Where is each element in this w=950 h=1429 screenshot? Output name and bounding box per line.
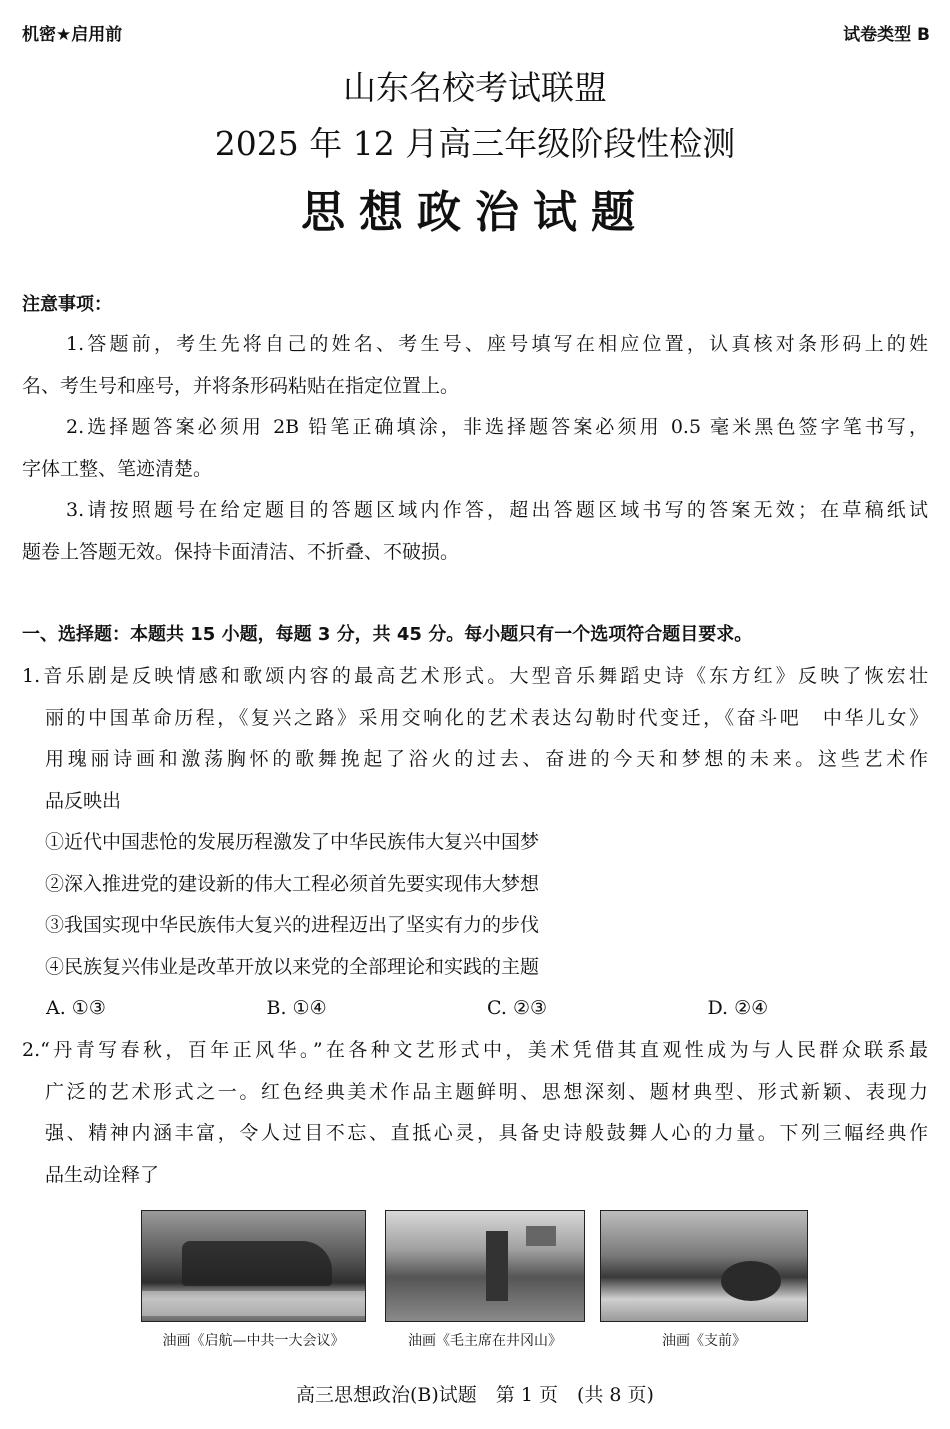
painting-zhiqian-image — [600, 1210, 808, 1322]
notice-list — [22, 324, 928, 573]
question-stem-line: 1.音乐剧是反映情感和歌颂内容的最高艺术形式。大型音乐舞蹈史诗《东方红》反映了恢宏壮 — [22, 665, 928, 687]
question-stem-line: 2.“丹青写春秋，百年正风华。”在各种文艺形式中，美术凭借其直观性成为与人民群众联系最 — [22, 1039, 928, 1061]
answer-option[interactable]: D. ②④ — [707, 997, 769, 1019]
exam-union-title: 山东名校考试联盟 — [343, 68, 607, 107]
question-stem-line: 广泛的艺术形式之一。红色经典美术作品主题鲜明、思想深刻、题材典型、形式新颖、表现力 — [45, 1080, 928, 1103]
notice-item-line: 名、考生号和座号，并将条形码粘贴在指定位置上。 — [22, 374, 460, 397]
statement-option: ④民族复兴伟业是改革开放以来党的全部理论和实践的主题 — [45, 955, 540, 978]
question-stem-line: 品反映出 — [45, 789, 122, 812]
question-stem-line: 丽的中国革命历程，《复兴之路》采用交响化的艺术表达勾勒时代变迁，《奋斗吧 中华儿女》 — [45, 706, 928, 729]
painting-qihang-image — [141, 1210, 366, 1322]
question-stem-line: 品生动诠释了 — [45, 1163, 160, 1186]
notice-item-line: 3.请按照题号在给定题目的答题区域内作答，超出答题区域书写的答案无效；在草稿纸试 — [66, 499, 928, 521]
subject-title: 思想政治试题 — [301, 187, 649, 238]
answer-option[interactable]: B. ①④ — [266, 997, 327, 1019]
question-stem-line: 用瑰丽诗画和激荡胸怀的歌舞挽起了浴火的过去、奋进的今天和梦想的未来。这些艺术作 — [45, 748, 928, 770]
statement-option: ②深入推进党的建设新的伟大工程必须首先要实现伟大梦想 — [45, 872, 540, 895]
notice-item-line: 题卷上答题无效。保持卡面清洁、不折叠、不破损。 — [22, 540, 460, 563]
answer-option[interactable]: C. ②③ — [487, 997, 548, 1019]
answer-options — [22, 988, 928, 1030]
section-heading: 一、选择题：本题共 15 小题，每题 3 分，共 45 分。每小题只有一个选项符合题目要求。 — [22, 624, 753, 645]
question-2 — [22, 1030, 928, 1196]
notice-item-line: 2.选择题答案必须用 2B 铅笔正确填涂，非选择题答案必须用 0.5 毫米黑色签字笔书写， — [66, 416, 928, 438]
notice-item-line: 字体工整、笔迹清楚。 — [22, 457, 213, 480]
statement-option: ③我国实现中华民族伟大复兴的进程迈出了坚实有力的步伐 — [45, 914, 540, 936]
answer-option[interactable]: A. ①③ — [46, 997, 106, 1019]
page-footer: 高三思想政治(B)试题 第 1 页 (共 8 页) — [296, 1384, 654, 1406]
exam-date-title: 2025 年 12 月高三年级阶段性检测 — [214, 124, 736, 163]
question-1 — [22, 656, 928, 1030]
paper-type-label: 试卷类型 B — [843, 25, 930, 45]
caption-1: 油画《启航—中共一大会议》 — [162, 1333, 345, 1349]
statement-option: ①近代中国悲怆的发展历程激发了中华民族伟大复兴中国梦 — [45, 831, 540, 853]
notice-heading: 注意事项： — [22, 294, 112, 315]
question-stem-line: 强、精神内涵丰富，令人过目不忘、直抵心灵，具备史诗般鼓舞人心的力量。下列三幅经典作 — [45, 1122, 928, 1144]
notice-item-line: 1.答题前，考生先将自己的姓名、考生号、座号填写在相应位置，认真核对条形码上的姓 — [66, 333, 928, 355]
painting-jinggangshan-image — [385, 1210, 585, 1322]
confidential-label: 机密★启用前 — [22, 25, 123, 45]
caption-3: 油画《支前》 — [662, 1333, 746, 1349]
caption-2: 油画《毛主席在井冈山》 — [408, 1333, 562, 1349]
